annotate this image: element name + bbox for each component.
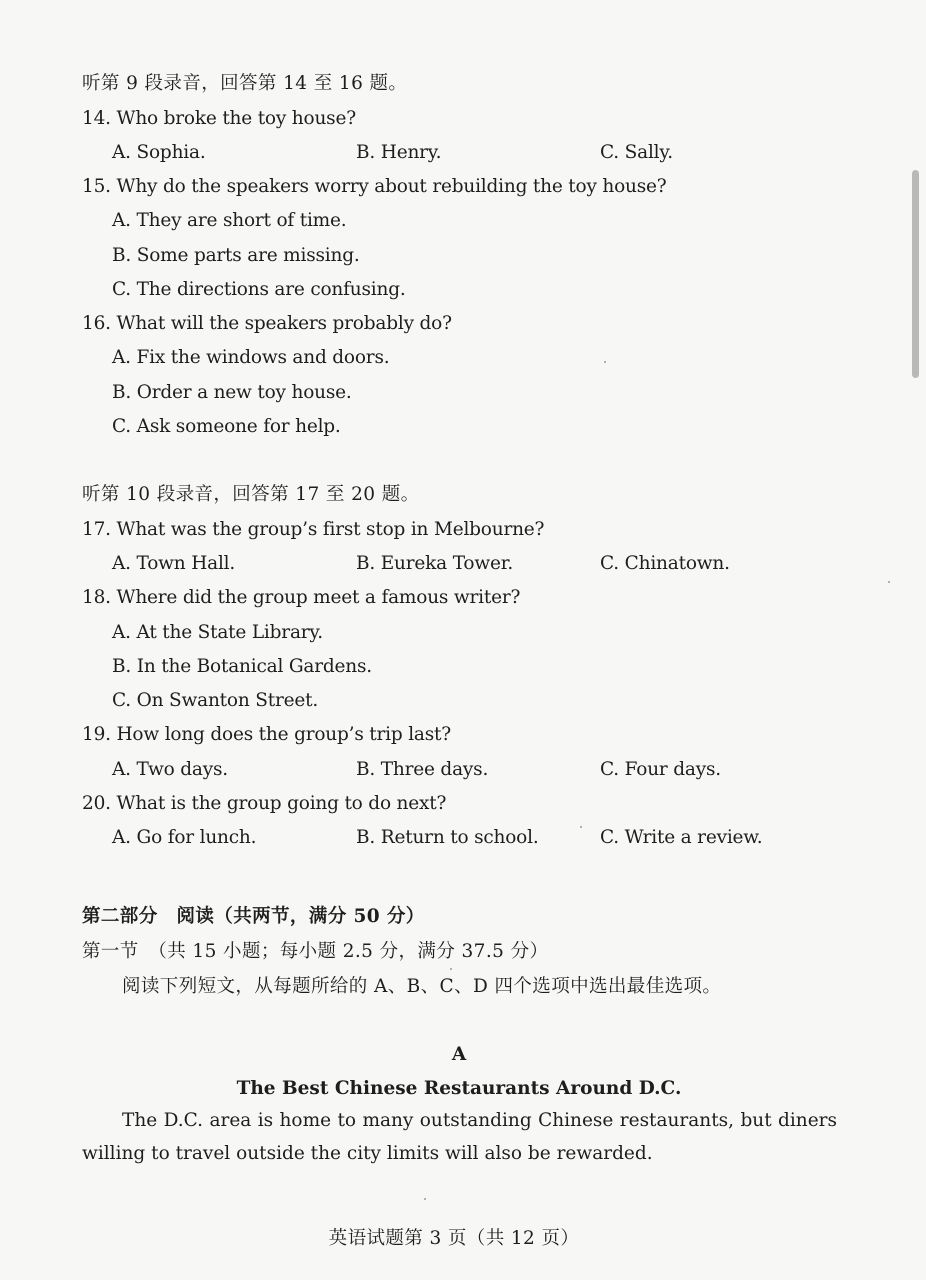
q20-option-c: C. Write a review. bbox=[600, 827, 763, 848]
scan-speck bbox=[424, 1198, 426, 1200]
part-2-title: 第二部分 阅读（共两节，满分 50 分） bbox=[82, 906, 425, 927]
q17-option-b: B. Eureka Tower. bbox=[356, 553, 514, 574]
scrollbar-thumb[interactable] bbox=[912, 170, 919, 378]
q15-option-c: C. The directions are confusing. bbox=[112, 279, 406, 300]
passage-letter: A bbox=[451, 1044, 467, 1065]
question-20: 20. What is the group going to do next? bbox=[82, 793, 447, 814]
q18-option-b: B. In the Botanical Gardens. bbox=[112, 656, 372, 677]
question-14: 14. Who broke the toy house? bbox=[82, 108, 356, 129]
passage-title: The Best Chinese Restaurants Around D.C. bbox=[236, 1078, 682, 1099]
q20-option-a: A. Go for lunch. bbox=[112, 827, 257, 848]
q19-option-c: C. Four days. bbox=[600, 759, 721, 780]
q15-option-a: A. They are short of time. bbox=[112, 210, 347, 231]
part-2-section-1: 第一节 （共 15 小题；每小题 2.5 分，满分 37.5 分） bbox=[82, 941, 549, 962]
q14-option-c: C. Sally. bbox=[600, 142, 673, 163]
scan-speck bbox=[580, 826, 582, 828]
q17-option-c: C. Chinatown. bbox=[600, 553, 730, 574]
page-footer: 英语试题第 3 页（共 12 页） bbox=[328, 1228, 580, 1249]
section-9-heading: 听第 9 段录音，回答第 14 至 16 题。 bbox=[82, 73, 408, 94]
q18-option-a: A. At the State Library. bbox=[112, 622, 323, 643]
question-15: 15. Why do the speakers worry about rebuilding the toy house? bbox=[82, 176, 667, 197]
reading-instruction: 阅读下列短文，从每题所给的 A、B、C、D 四个选项中选出最佳选项。 bbox=[122, 976, 722, 997]
q17-option-a: A. Town Hall. bbox=[112, 553, 236, 574]
question-16: 16. What will the speakers probably do? bbox=[82, 313, 452, 334]
passage-paragraph bbox=[82, 1104, 837, 1170]
scan-speck bbox=[888, 581, 890, 583]
q16-option-a: A. Fix the windows and doors. bbox=[112, 347, 390, 368]
scan-speck bbox=[450, 968, 452, 970]
question-19: 19. How long does the group’s trip last? bbox=[82, 724, 452, 745]
question-17: 17. What was the group’s first stop in Melbourne? bbox=[82, 519, 545, 540]
q18-option-c: C. On Swanton Street. bbox=[112, 690, 319, 711]
passage-paragraph-text: The D.C. area is home to many outstanding Chinese restaurants, but diners willing to travel outside the city limits will also be rewarded. bbox=[82, 1110, 837, 1164]
q20-option-b: B. Return to school. bbox=[356, 827, 539, 848]
q14-option-a: A. Sophia. bbox=[112, 142, 206, 163]
q16-option-c: C. Ask someone for help. bbox=[112, 416, 341, 437]
section-10-heading: 听第 10 段录音，回答第 17 至 20 题。 bbox=[82, 484, 420, 505]
q15-option-b: B. Some parts are missing. bbox=[112, 245, 360, 266]
question-18: 18. Where did the group meet a famous writer? bbox=[82, 587, 521, 608]
q19-option-a: A. Two days. bbox=[112, 759, 228, 780]
scan-speck bbox=[604, 361, 606, 363]
q16-option-b: B. Order a new toy house. bbox=[112, 382, 352, 403]
q19-option-b: B. Three days. bbox=[356, 759, 489, 780]
q14-option-b: B. Henry. bbox=[356, 142, 442, 163]
